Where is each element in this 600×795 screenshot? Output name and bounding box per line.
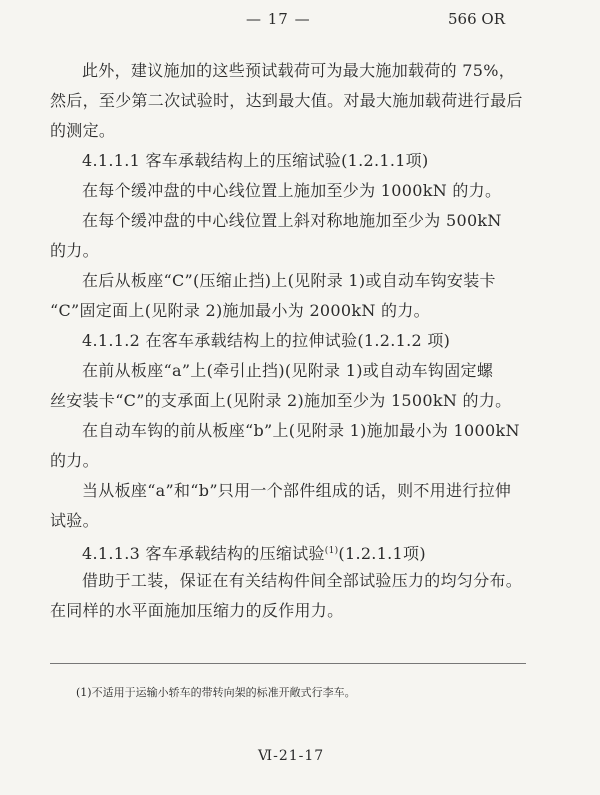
paragraph-line: 然后，至少第二次试验时，达到最大值。对最大施加载荷进行最后 — [50, 91, 523, 110]
paragraph-line: 在自动车钩的前从板座“b”上(见附录 1)施加最小为 1000kN — [82, 421, 520, 440]
paragraph-line: 在每个缓冲盘的中心线位置上斜对称地施加至少为 500kN — [82, 211, 502, 230]
paragraph-line: 在同样的水平面施加压缩力的反作用力。 — [50, 601, 344, 620]
footnote-marker: (1) — [324, 546, 339, 556]
paragraph-line: 在后从板座“C”(压缩止挡)上(见附录 1)或自动车钩安装卡 — [82, 271, 496, 290]
paragraph-line: 当从板座“a”和“b”只用一个部件组成的话，则不用进行拉伸 — [82, 481, 512, 500]
footnote: (1)不适用于运输小轿车的带转向架的标准开敞式行李车。 — [76, 686, 356, 699]
paragraph-line: 借助于工装，保证在有关结构件间全部试验压力的均匀分布。 — [82, 571, 523, 590]
section-heading-4-1-1-2: 4.1.1.2 在客车承载结构上的拉伸试验(1.2.1.2 项) — [82, 331, 451, 350]
footer-page-label: Ⅵ-21-17 — [258, 748, 325, 764]
section-heading-4-1-1-3 — [50, 536, 530, 566]
section-heading-ref: (1.2.1.1项) — [338, 544, 426, 563]
paragraph-line: 在每个缓冲盘的中心线位置上施加至少为 1000kN 的力。 — [82, 181, 502, 200]
footnote-divider — [50, 663, 526, 664]
paragraph-line: 的测定。 — [50, 121, 116, 140]
paragraph-line: 此外，建议施加的这些预试载荷可为最大施加载荷的 75%， — [82, 61, 516, 80]
section-heading-4-1-1-1: 4.1.1.1 客车承载结构上的压缩试验(1.2.1.1项) — [82, 151, 429, 170]
paragraph-line: 丝安装卡“C”的支承面上(见附录 2)施加至少为 1500kN 的力。 — [50, 391, 512, 410]
paragraph-line: 试验。 — [50, 511, 99, 530]
paragraph-line: “C”固定面上(见附录 2)施加最小为 2000kN 的力。 — [50, 301, 430, 320]
paragraph-line: 在前从板座“a”上(牵引止挡)(见附录 1)或自动车钩固定螺 — [82, 361, 494, 380]
paragraph-line: 的力。 — [50, 451, 99, 470]
paragraph-line: 的力。 — [50, 241, 99, 260]
header-page-number: — 17 — — [246, 10, 311, 28]
body-text — [50, 56, 530, 626]
document-code: 566 OR — [448, 10, 505, 28]
section-heading-text: 4.1.1.3 客车承载结构的压缩试验 — [82, 544, 325, 563]
